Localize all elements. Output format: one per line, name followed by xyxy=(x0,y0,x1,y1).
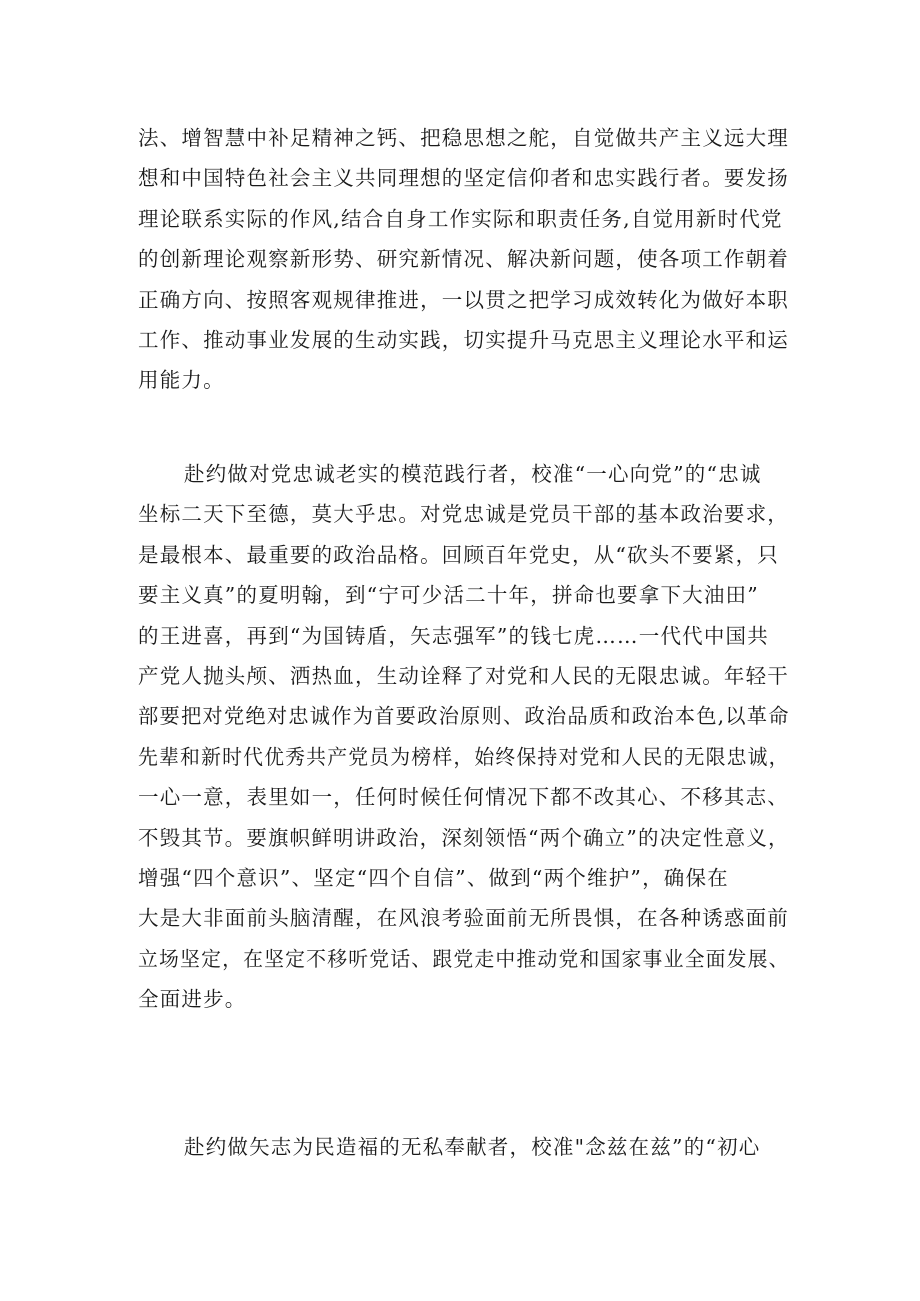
text-line-first: 赴约做矢志为民造福的无私奉献者，校准"念兹在兹”的“初心 xyxy=(184,1135,761,1159)
text-line: 的创新理论观察新形势、研究新情况、解决新问题，使各项工作朝着 xyxy=(138,247,789,272)
text-line: 坐标二天下至德，莫大乎忠。对党忠诚是党员干部的基本政治要求， xyxy=(138,502,789,527)
text-line: 想和中国特色社会主义共同理想的坚定信仰者和忠实践行者。要发扬 xyxy=(138,166,789,191)
paragraph-loyalty xyxy=(138,454,790,1019)
text-line: 用能力。 xyxy=(138,368,225,393)
text-line: 产党人抛头颅、洒热血，生动诠释了对党和人民的无限忠诚。年轻干 xyxy=(138,663,789,688)
text-line: 全面进步。 xyxy=(138,987,247,1012)
text-line: 一心一意，表里如一，任何时候任何情况下都不改其心、不移其志、 xyxy=(138,785,789,810)
text-line: 部要把对党绝对忠诚作为首要政治原则、政治品质和政治本色,以革命 xyxy=(138,704,790,729)
text-line: 理论联系实际的作风,结合自身工作实际和职责任务,自觉用新时代党 xyxy=(138,206,783,231)
text-line: 正确方向、按照客观规律推进，一以贯之把学习成效转化为做好本职 xyxy=(138,287,789,312)
text-line: 先辈和新时代优秀共产党员为榜样，始终保持对党和人民的无限忠诚， xyxy=(138,744,790,769)
paragraph-theory-practice xyxy=(138,118,790,401)
text-line: 增强“四个意识”、坚定“四个自信”、做到“两个维护”，确保在 xyxy=(138,865,729,890)
text-line: 工作、推动事业发展的生动实践，切实提升马克思主义理论水平和运 xyxy=(138,327,789,352)
text-line: 的王进喜，再到“为国铸盾，矢志强军”的钱七虎……一代代中国共 xyxy=(138,623,769,648)
text-line: 要主义真”的夏明翰，到“宁可少活二十年，拼命也要拿下大油田” xyxy=(138,583,759,608)
text-line: 大是大非面前头脑清醒，在风浪考验面前无所畏惧，在各种诱惑面前 xyxy=(138,906,789,931)
text-line: 不毁其节。要旗帜鲜明讲政治，深刻领悟“两个确立”的决定性意义， xyxy=(138,825,790,850)
text-line: 是最根本、最重要的政治品格。回顾百年党史，从“砍头不要紧，只 xyxy=(138,542,779,567)
text-line: 立场坚定，在坚定不移听党话、跟党走中推动党和国家事业全面发展、 xyxy=(138,946,790,971)
paragraph-service xyxy=(138,1127,790,1167)
text-line-first: 赴约做对党忠诚老实的模范践行者，校准“一心向党”的“忠诚 xyxy=(184,462,762,486)
text-line: 法、增智慧中补足精神之钙、把稳思想之舵，自觉做共产主义远大理 xyxy=(138,126,789,150)
